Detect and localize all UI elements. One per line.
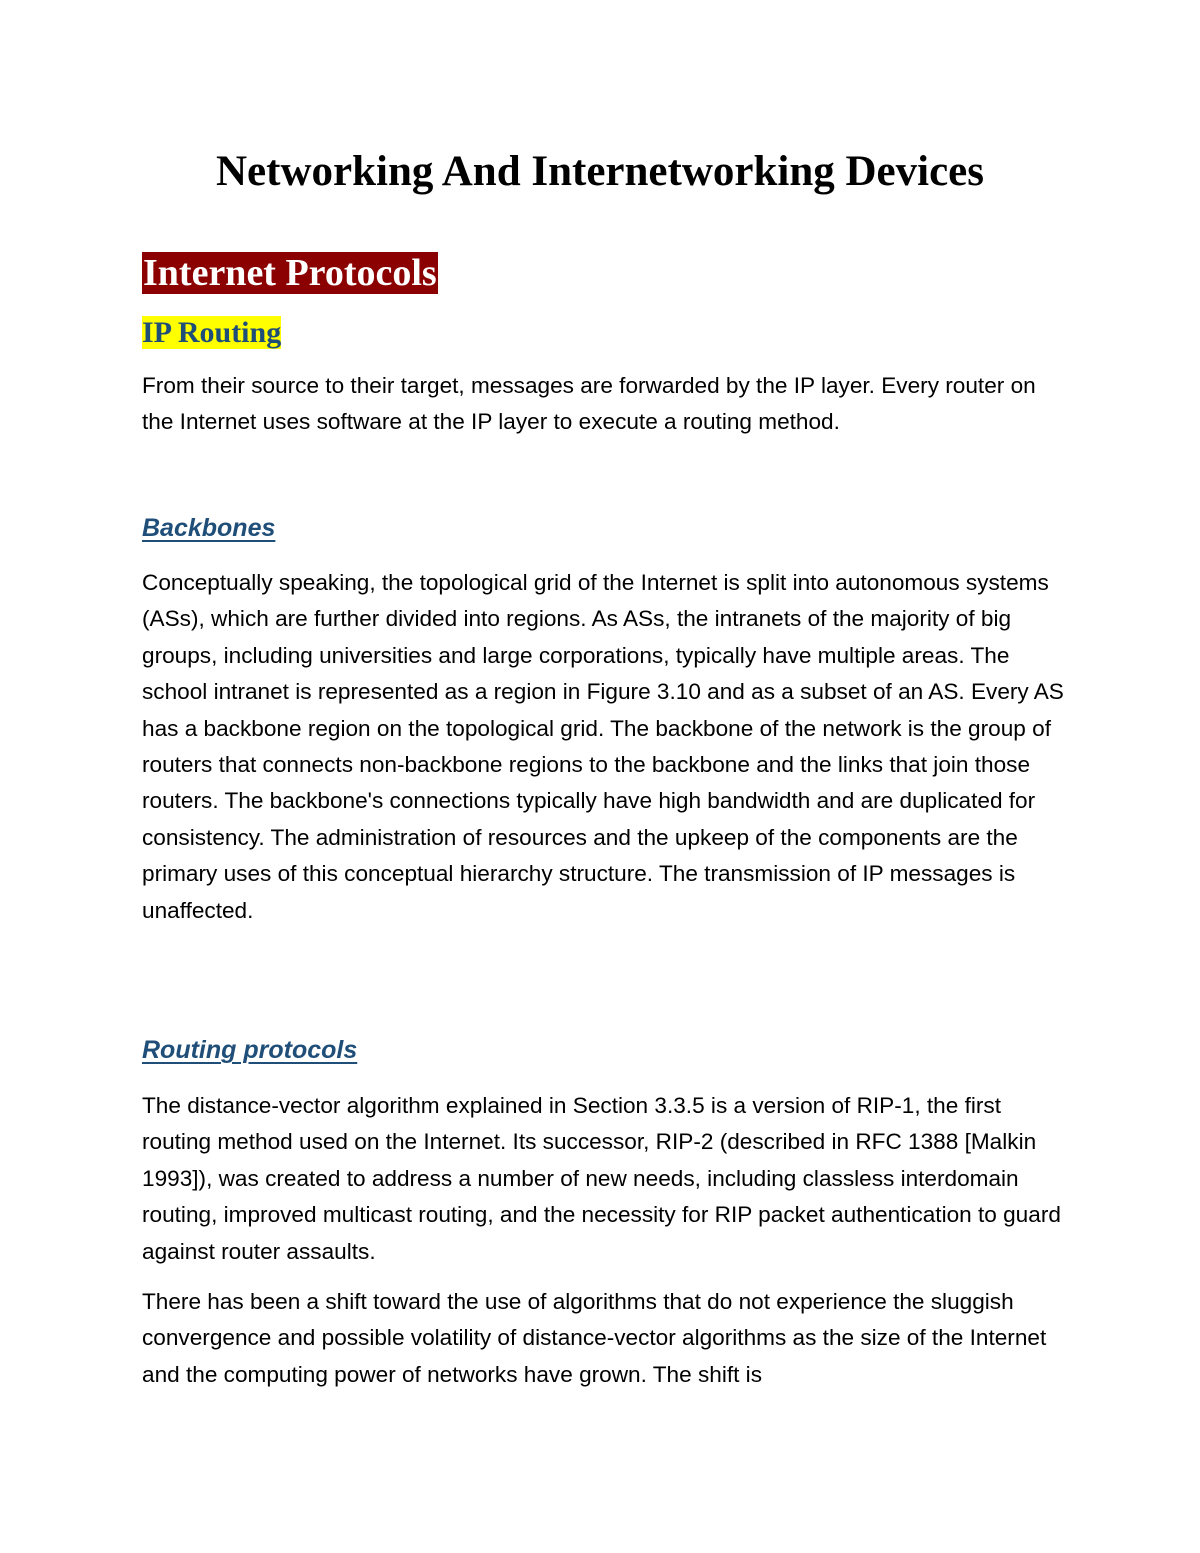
- routing-protocols-heading: Routing protocols: [142, 1036, 358, 1064]
- backbones-heading: Backbones: [142, 514, 276, 542]
- backbones-paragraph: Conceptually speaking, the topological grid of the Internet is split into autonomous systems (ASs), which are further divided into regions. As ASs, the intranets of the majority of big groups, including universities and large corporations, typically have multiple areas. The school intranet is represented as a region in Figure 3.10 and as a subset of an AS. Every AS has a backbone region on the topological grid. The backbone of the network is the group of routers that connects non-backbone regions to the backbone and the links that join those routers. The backbone's connections typically have high bandwidth and are duplicated for consistency. The administration of resources and the upkeep of the components are the primary uses of this conceptual hierarchy structure. The transmission of IP messages is unaffected.: [142, 570, 1064, 923]
- section-heading-internet-protocols: [142, 250, 438, 296]
- document-title: Networking And Internetworking Devices: [216, 148, 984, 195]
- subsection-heading-ip-routing: [142, 314, 281, 352]
- routing-protocols-paragraph-2: There has been a shift toward the use of algorithms that do not experience the sluggish convergence and possible volatility of distance-vector algorithms as the size of the Internet and the computing power of networks have grown. The shift is: [142, 1289, 1047, 1387]
- subsection-heading-label: IP Routing: [142, 316, 282, 349]
- section-heading-label: Internet Protocols: [143, 252, 437, 294]
- routing-protocols-paragraph-1: The distance-vector algorithm explained in Section 3.3.5 is a version of RIP-1, the first routing method used on the Internet. Its successor, RIP-2 (described in RFC 1388 [Malkin 1993]), was created to address a number of new needs, including classless interdomain routing, improved multicast routing, and the necessity for RIP packet authentication to guard against router assaults.: [142, 1093, 1061, 1264]
- intro-paragraph: From their source to their target, messages are forwarded by the IP layer. Every router on the Internet uses software at the IP layer to execute a routing method.: [142, 373, 1036, 435]
